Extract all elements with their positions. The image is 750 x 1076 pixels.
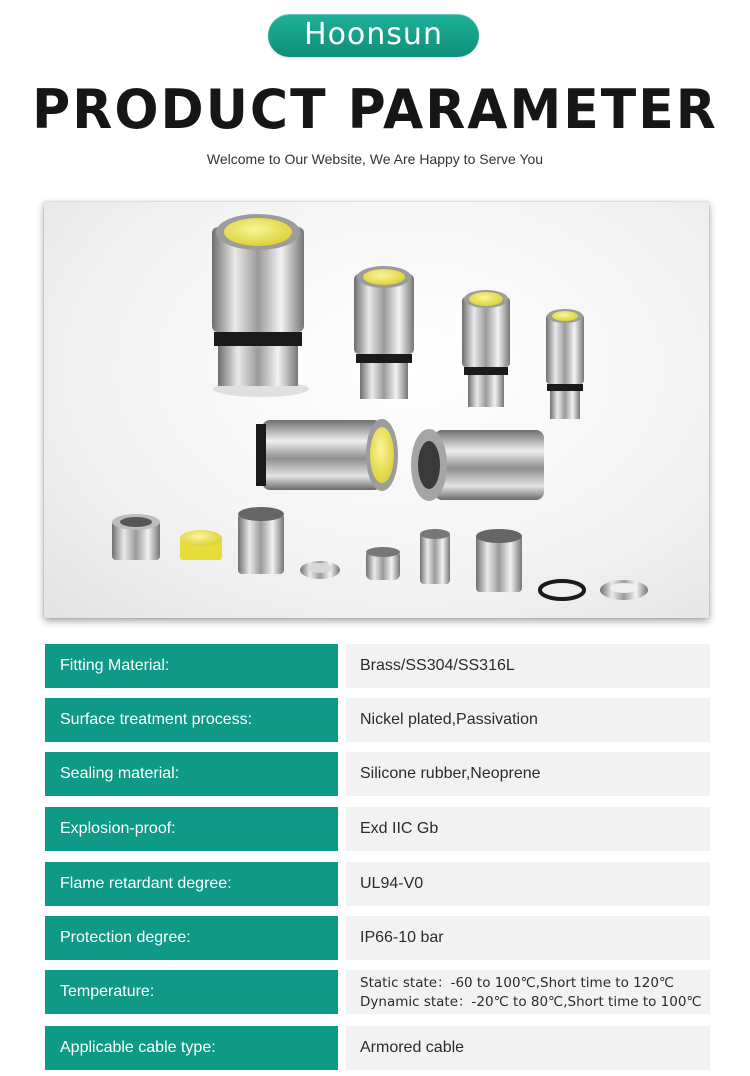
param-value (346, 970, 710, 1014)
param-value: Nickel plated,Passivation (346, 698, 710, 742)
param-row (45, 698, 710, 742)
logo-text: Hoonsun (304, 16, 443, 52)
param-value: Armored cable (346, 1026, 710, 1070)
param-label: Protection degree: (45, 916, 338, 960)
param-value: Exd IIC Gb (346, 807, 710, 851)
product-photo (44, 202, 709, 618)
param-row (45, 807, 710, 851)
param-row (45, 644, 710, 688)
param-value: IP66-10 bar (346, 916, 710, 960)
param-row (45, 970, 710, 1014)
page-subtitle: Welcome to Our Website, We Are Happy to Serve You (206, 151, 544, 167)
param-row (45, 752, 710, 796)
param-row (45, 916, 710, 960)
param-row (45, 862, 710, 906)
param-label: Explosion-proof: (45, 807, 338, 851)
param-row (45, 1026, 710, 1070)
param-label: Fitting Material: (45, 644, 338, 688)
brand-logo (268, 14, 479, 57)
param-value: Silicone rubber,Neoprene (346, 752, 710, 796)
param-label: Temperature: (45, 970, 338, 1014)
cable-gland-illustration (44, 202, 709, 618)
param-value-line: Dynamic state：-20℃ to 80℃,Short time to 100℃ (360, 994, 702, 1010)
param-value: UL94-V0 (346, 862, 710, 906)
param-label: Applicable cable type: (45, 1026, 338, 1070)
param-label: Flame retardant degree: (45, 862, 338, 906)
param-value-line: Static state：-60 to 100℃,Short time to 120℃ (360, 975, 675, 991)
param-label: Surface treatment process: (45, 698, 338, 742)
param-label: Sealing material: (45, 752, 338, 796)
param-value: Brass/SS304/SS316L (346, 644, 710, 688)
page-title: PRODUCT PARAMETER (32, 78, 718, 142)
